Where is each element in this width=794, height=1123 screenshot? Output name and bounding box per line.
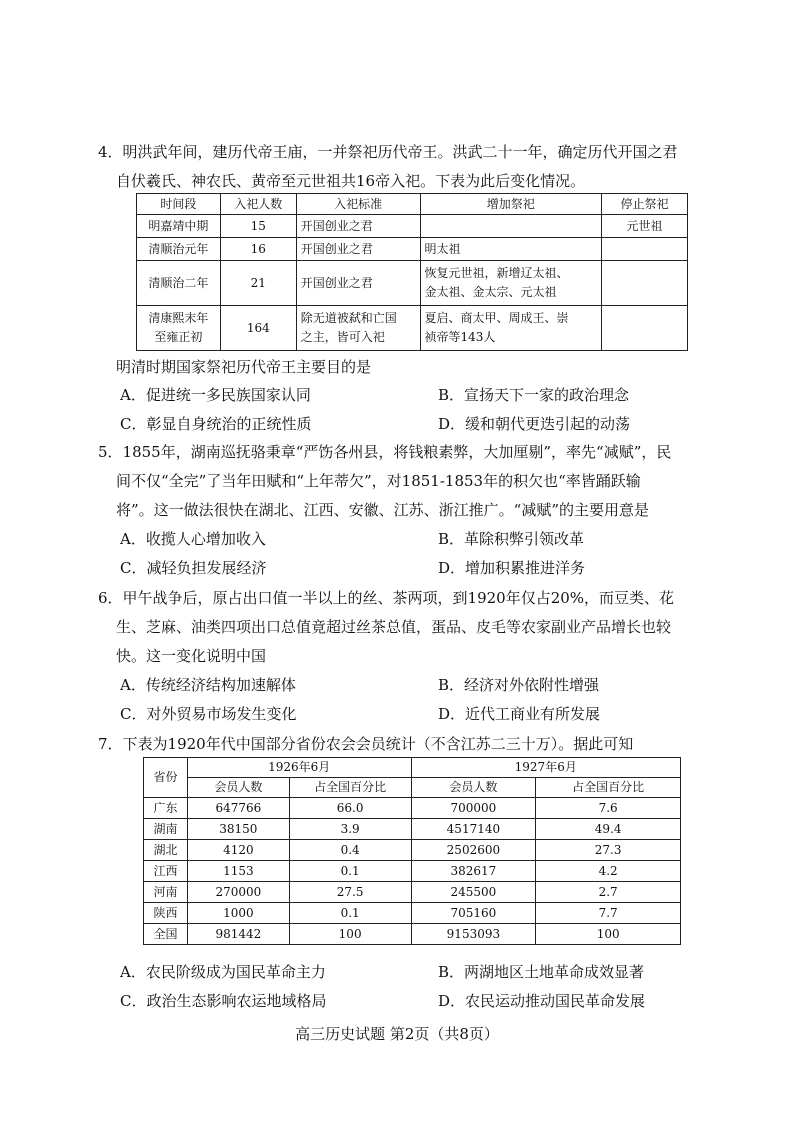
q7-cell-p1926: 66.0 <box>289 798 411 819</box>
q4-cell-stopped <box>602 261 688 306</box>
q7-table-row <box>144 840 681 861</box>
q4-header-cell: 停止祭祀 <box>602 194 688 215</box>
q7-cell-m1926: 647766 <box>187 798 289 819</box>
q6-option-c: C．对外贸易市场发生变化 <box>120 705 297 723</box>
q4-cell-line: 清顺治二年 <box>148 275 209 290</box>
q7-cell-m1927: 705160 <box>411 903 536 924</box>
q7-cell-province: 江西 <box>144 861 188 882</box>
q6-stem-line3: 快。这一变化说明中国 <box>116 647 267 665</box>
q4-cell-added <box>420 215 602 238</box>
q7-cell-m1926: 270000 <box>187 882 289 903</box>
q7-cell-p1927: 7.7 <box>536 903 681 924</box>
q7-cell-m1926: 1000 <box>187 903 289 924</box>
q6-option-a: A．传统经济结构加速解体 <box>120 676 296 694</box>
q6-stem-line2: 生、芝麻、油类四项出口总值竟超过丝茶总值，蛋品、皮毛等农家副业产品增长也较 <box>116 618 672 636</box>
q7-cell-m1926: 981442 <box>187 924 289 945</box>
q4-cell-line: 清康熙末年 <box>148 311 209 325</box>
q7-period1-header: 1926年6月 <box>187 758 411 778</box>
q4-cell-stopped <box>602 306 688 351</box>
q4-cell-line: 金太祖、金太宗、元太祖 <box>424 285 557 299</box>
q7-cell-p1926: 3.9 <box>289 819 411 840</box>
q4-cell-standard <box>296 215 420 238</box>
q4-option-a: A．促进统一多民族国家认同 <box>120 386 311 404</box>
q4-table-row <box>137 306 688 351</box>
q7-cell-province: 湖南 <box>144 819 188 840</box>
q4-cell-standard <box>296 238 420 261</box>
q4-cell-line: 至雍正初 <box>154 330 203 344</box>
q4-cell-count: 16 <box>220 238 296 261</box>
q4-cell-line: 开国创业之君 <box>300 275 373 290</box>
q4-header-cell: 入祀标准 <box>296 194 420 215</box>
q7-cell-m1926: 38150 <box>187 819 289 840</box>
q7-cell-m1927: 4517140 <box>411 819 536 840</box>
q4-cell-period <box>137 306 221 351</box>
q5-option-b: B．革除积弊引领改革 <box>438 530 585 548</box>
q7-cell-m1927: 2502600 <box>411 840 536 861</box>
q4-cell-added <box>420 238 602 261</box>
q4-question: 明清时期国家祭祀历代帝王主要目的是 <box>116 358 372 376</box>
q4-cell-line: 除无道被弑和亡国 <box>300 311 397 325</box>
q4-header-row <box>137 194 688 215</box>
q7-stem: 7．下表为1920年代中国部分省份农会会员统计（不含江苏二三十万）。据此可知 <box>98 735 634 753</box>
q7-percent-header-1926: 占全国百分比 <box>289 778 411 798</box>
q4-cell-added <box>420 261 602 306</box>
q4-cell-line: 之主，皆可入祀 <box>300 330 385 344</box>
q4-table-row <box>137 215 688 238</box>
q4-cell-line: 夏启、商太甲、周成王、崇 <box>424 311 569 325</box>
q7-table-row <box>144 903 681 924</box>
q7-table-row <box>144 819 681 840</box>
q4-table <box>136 193 688 351</box>
q5-stem-line1: 5．1855年，湖南巡抚骆秉章“严饬各州县，将钱粮素弊，大加厘剔”，率先“减赋”，民 <box>98 443 672 461</box>
q5-stem-line2: 间不仅“全完”了当年田赋和“上年蒂欠”，对1851-1853年的积欠也“率皆踊跃输 <box>116 472 641 490</box>
q4-cell-added <box>420 306 602 351</box>
q7-cell-province: 陕西 <box>144 903 188 924</box>
q7-percent-header-1927: 占全国百分比 <box>536 778 681 798</box>
q4-cell-stopped: 元世祖 <box>602 215 688 238</box>
q5-option-d: D．增加积累推进洋务 <box>438 559 586 577</box>
q7-cell-province: 湖北 <box>144 840 188 861</box>
q4-cell-line: 明嘉靖中期 <box>148 218 209 233</box>
q4-cell-stopped <box>602 238 688 261</box>
q7-cell-m1927: 245500 <box>411 882 536 903</box>
q4-cell-line: 祯帝等143人 <box>424 330 496 344</box>
q7-table-row <box>144 798 681 819</box>
q4-table-row <box>137 238 688 261</box>
q7-table-row <box>144 882 681 903</box>
page-footer: 高三历史试题 第2页（共8页） <box>295 1025 499 1043</box>
q4-cell-period <box>137 215 221 238</box>
q6-option-b: B．经济对外依附性增强 <box>438 676 600 694</box>
q6-stem-line1: 6．甲午战争后，原占出口值一半以上的丝、茶两项，到1920年仅占20%，而豆类、花 <box>98 589 675 607</box>
q4-option-c: C．彰显自身统治的正统性质 <box>120 415 312 433</box>
q4-cell-standard <box>296 306 420 351</box>
q7-cell-m1926: 1153 <box>187 861 289 882</box>
q7-members-header-1927: 会员人数 <box>411 778 536 798</box>
q4-cell-count: 164 <box>220 306 296 351</box>
q7-cell-m1926: 4120 <box>187 840 289 861</box>
q7-cell-province: 全国 <box>144 924 188 945</box>
q4-cell-line: 开国创业之君 <box>300 241 373 256</box>
q7-cell-p1927: 27.3 <box>536 840 681 861</box>
q7-option-d: D．农民运动推动国民革命发展 <box>438 992 646 1010</box>
q4-option-d: D．缓和朝代更迭引起的动荡 <box>438 415 631 433</box>
q4-cell-line: 开国创业之君 <box>300 218 373 233</box>
q4-cell-line: 恢复元世祖，新增辽太祖、 <box>424 266 569 280</box>
q7-cell-p1926: 0.4 <box>289 840 411 861</box>
q5-stem-line3: 将”。这一做法很快在湖北、江西、安徽、江苏、浙江推广。“减赋”的主要用意是 <box>116 501 650 519</box>
q7-option-b: B．两湖地区土地革命成效显著 <box>438 963 645 981</box>
q5-option-c: C．减轻负担发展经济 <box>120 559 267 577</box>
q4-cell-count: 21 <box>220 261 296 306</box>
q7-cell-province: 河南 <box>144 882 188 903</box>
q7-cell-m1927: 9153093 <box>411 924 536 945</box>
q7-option-a: A．农民阶级成为国民革命主力 <box>120 963 326 981</box>
q7-table <box>143 757 681 945</box>
q4-header-cell: 增加祭祀 <box>420 194 602 215</box>
q7-table-row <box>144 924 681 945</box>
q7-members-header-1926: 会员人数 <box>187 778 289 798</box>
q4-stem-line1: 4．明洪武年间，建历代帝王庙，一并祭祀历代帝王。洪武二十一年，确定历代开国之君 <box>98 143 678 161</box>
q7-cell-p1926: 27.5 <box>289 882 411 903</box>
q4-option-b: B．宣扬天下一家的政治理念 <box>438 386 630 404</box>
q7-table-row <box>144 861 681 882</box>
q7-cell-p1926: 100 <box>289 924 411 945</box>
q4-table-row <box>137 261 688 306</box>
q4-cell-period <box>137 238 221 261</box>
q7-cell-p1927: 2.7 <box>536 882 681 903</box>
q7-option-c: C．政治生态影响农运地域格局 <box>120 992 327 1010</box>
q4-cell-period <box>137 261 221 306</box>
q7-cell-p1927: 4.2 <box>536 861 681 882</box>
q6-option-d: D．近代工商业有所发展 <box>438 705 601 723</box>
q7-cell-p1927: 100 <box>536 924 681 945</box>
q4-cell-count: 15 <box>220 215 296 238</box>
q4-stem-line2: 自伏羲氏、神农氏、黄帝至元世祖共16帝入祀。下表为此后变化情况。 <box>116 172 586 190</box>
q7-cell-p1927: 7.6 <box>536 798 681 819</box>
q7-cell-province: 广东 <box>144 798 188 819</box>
q7-cell-p1926: 0.1 <box>289 903 411 924</box>
q4-cell-line: 明太祖 <box>424 241 461 256</box>
q5-option-a: A．收揽人心增加收入 <box>120 530 266 548</box>
q7-cell-p1926: 0.1 <box>289 861 411 882</box>
q7-cell-p1927: 49.4 <box>536 819 681 840</box>
q4-cell-line: 清顺治元年 <box>148 241 209 256</box>
q7-period2-header: 1927年6月 <box>411 758 681 778</box>
q7-province-header: 省份 <box>144 758 188 798</box>
q7-cell-m1927: 700000 <box>411 798 536 819</box>
q4-cell-standard <box>296 261 420 306</box>
q4-header-cell: 时间段 <box>137 194 221 215</box>
q7-cell-m1927: 382617 <box>411 861 536 882</box>
q4-header-cell: 入祀人数 <box>220 194 296 215</box>
